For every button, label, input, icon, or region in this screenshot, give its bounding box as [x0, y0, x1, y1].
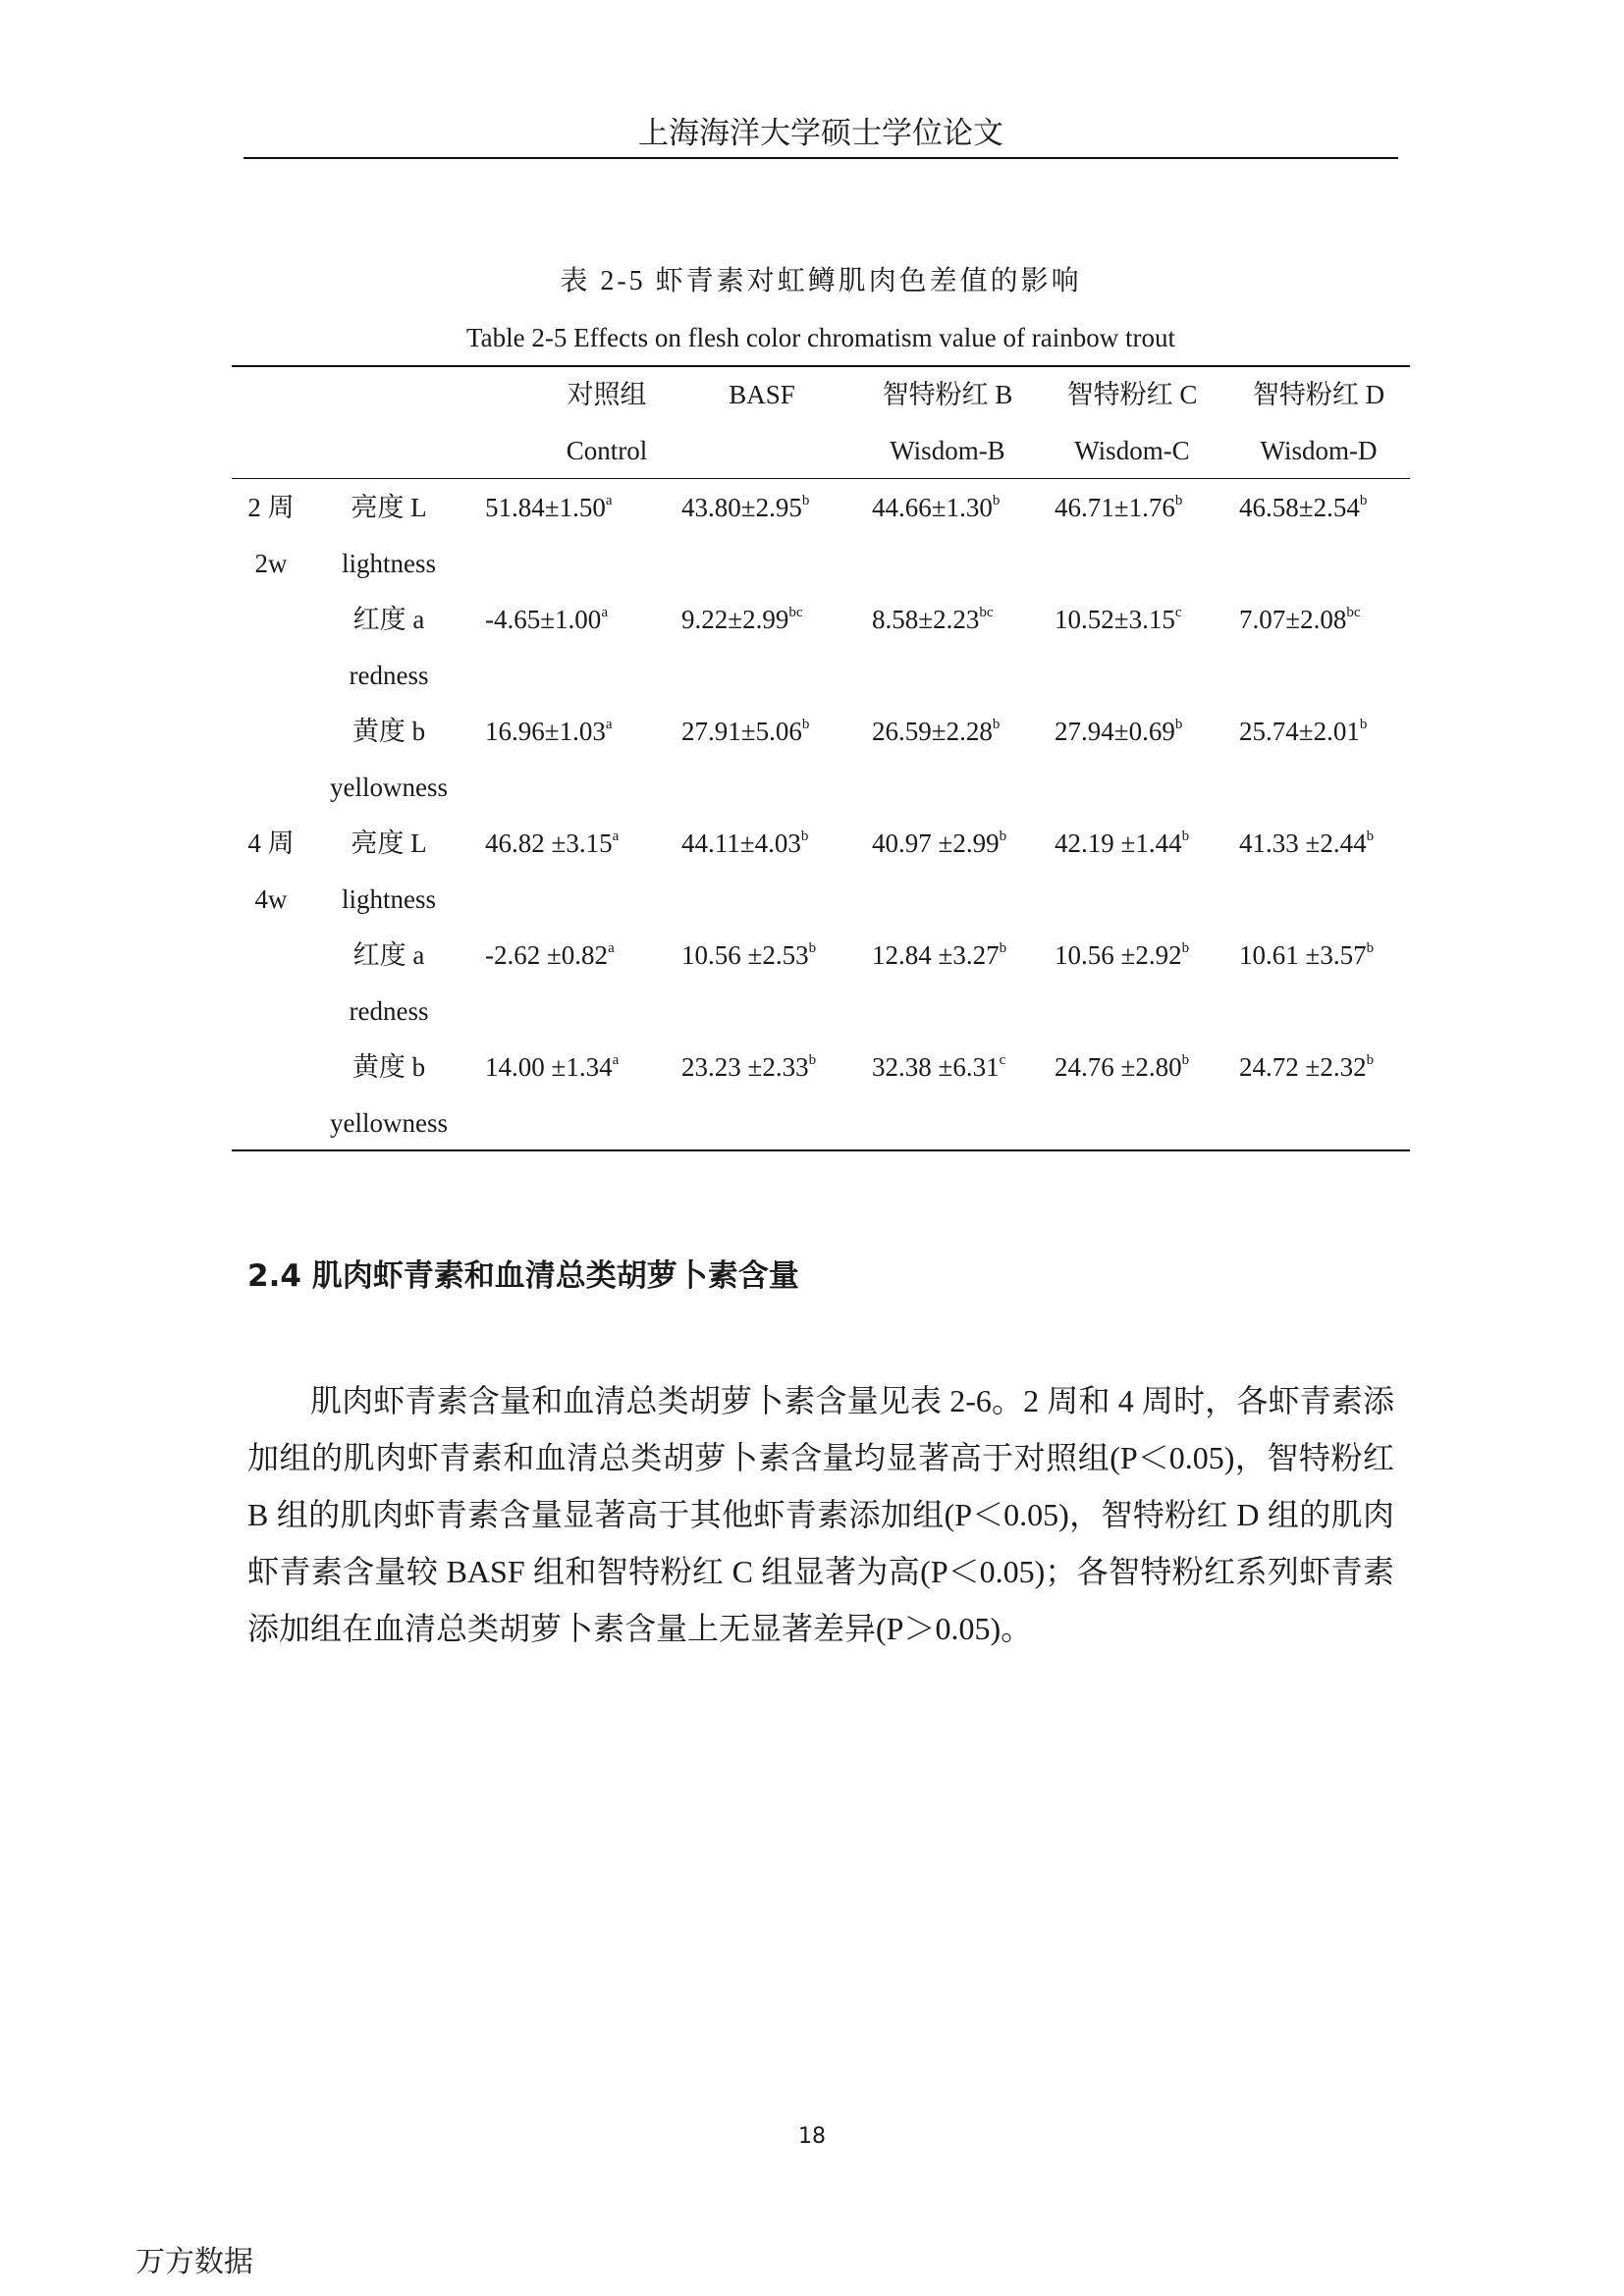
- parameter-label: 亮度 L: [351, 828, 427, 858]
- table-cell: [681, 1047, 816, 1087]
- significance-letter: b: [999, 828, 1007, 844]
- period-label: 4 周: [247, 828, 295, 858]
- parameter-label-en: lightness: [341, 549, 436, 578]
- cell-value: 43.80±2.95: [681, 493, 802, 522]
- parameter-label: 红度 a: [352, 605, 425, 634]
- cell-value: 27.94±0.69: [1055, 717, 1175, 746]
- cell-value: 16.96±1.03: [485, 717, 606, 746]
- column-header: 智特粉红 C: [1066, 380, 1198, 409]
- table-cell: [1239, 488, 1367, 527]
- significance-letter: bc: [979, 605, 994, 620]
- column-header: 智特粉红 D: [1252, 380, 1385, 409]
- table-bottom-rule: [232, 1149, 1410, 1151]
- significance-letter: b: [1181, 1052, 1190, 1068]
- significance-letter: b: [992, 717, 1001, 732]
- significance-letter: bc: [788, 605, 803, 620]
- table-cell: [872, 824, 1006, 863]
- cell-value: 27.91±5.06: [681, 717, 802, 746]
- page-number: 18: [798, 2124, 826, 2149]
- significance-letter: c: [1174, 605, 1182, 620]
- significance-letter: b: [808, 1052, 817, 1068]
- table-top-rule: [232, 365, 1410, 367]
- column-header: Control: [566, 436, 648, 465]
- column-header: 对照组: [567, 380, 647, 409]
- cell-value: 25.74±2.01: [1239, 717, 1360, 746]
- table-cell: [1055, 1047, 1189, 1087]
- significance-letter: a: [608, 940, 615, 956]
- running-header: 上海海洋大学硕士学位论文: [638, 116, 1003, 150]
- significance-letter: b: [800, 828, 809, 844]
- cell-value: 44.66±1.30: [872, 493, 993, 522]
- table-cell: [485, 1047, 619, 1087]
- significance-letter: a: [605, 717, 613, 732]
- table-cell: [485, 600, 608, 639]
- cell-value: 14.00 ±1.34: [485, 1052, 613, 1082]
- parameter-label-en: yellowness: [330, 1108, 448, 1138]
- cell-value: -2.62 ±0.82: [485, 940, 609, 970]
- parameter-label-en: redness: [349, 996, 429, 1026]
- table-cell: [1055, 935, 1189, 975]
- table-cell: [485, 935, 615, 975]
- table-cell: [485, 824, 619, 863]
- significance-letter: b: [999, 940, 1007, 956]
- cell-value: 32.38 ±6.31: [872, 1052, 1000, 1082]
- significance-letter: a: [612, 828, 620, 844]
- period-label: 2 周: [247, 493, 295, 522]
- column-header: Wisdom-C: [1074, 436, 1190, 465]
- column-header: [674, 431, 850, 470]
- cell-value: 7.07±2.08: [1239, 605, 1347, 634]
- table-cell: [485, 712, 613, 751]
- table-cell: [1055, 824, 1189, 863]
- significance-letter: b: [1181, 828, 1190, 844]
- significance-letter: b: [1366, 940, 1375, 956]
- significance-letter: b: [992, 493, 1001, 508]
- table-cell: [872, 935, 1006, 975]
- cell-value: 46.58±2.54: [1239, 493, 1360, 522]
- column-header: BASF: [729, 380, 795, 409]
- table-cell: [872, 712, 1000, 751]
- parameter-label-en: redness: [349, 661, 429, 690]
- significance-letter: b: [1174, 717, 1183, 732]
- significance-letter: c: [999, 1052, 1006, 1068]
- cell-value: 12.84 ±3.27: [872, 940, 1000, 970]
- table-cell: [1239, 600, 1361, 639]
- cell-value: 51.84±1.50: [485, 493, 606, 522]
- cell-value: 40.97 ±2.99: [872, 828, 1000, 858]
- cell-value: 10.61 ±3.57: [1239, 940, 1367, 970]
- table-cell: [1055, 712, 1182, 751]
- period-label-en: 4w: [254, 884, 288, 914]
- table-cell: [1055, 488, 1182, 527]
- significance-letter: b: [1366, 1052, 1375, 1068]
- cell-value: 46.82 ±3.15: [485, 828, 613, 858]
- header-rule: [244, 157, 1398, 159]
- table-cell: [1239, 712, 1367, 751]
- significance-letter: b: [801, 717, 810, 732]
- table-header-rule: [232, 478, 1410, 479]
- cell-value: 9.22±2.99: [681, 605, 789, 634]
- table-cell: [1239, 824, 1374, 863]
- column-header: Wisdom-B: [890, 436, 1005, 465]
- table-caption-cn: 表 2-5 虾青素对虹鳟肌肉色差值的影响: [560, 266, 1082, 296]
- table-cell: [1055, 600, 1182, 639]
- parameter-label-en: lightness: [341, 884, 436, 914]
- cell-value: 10.52±3.15: [1055, 605, 1175, 634]
- significance-letter: bc: [1346, 605, 1361, 620]
- significance-letter: a: [601, 605, 608, 620]
- significance-letter: a: [612, 1052, 620, 1068]
- table-cell: [681, 935, 816, 975]
- body-paragraph: 肌肉虾青素含量和血清总类胡萝卜素含量见表 2-6。2 周和 4 周时，各虾青素添加组的肌肉虾青素和血清总类胡萝卜素含量均显著高于对照组(P＜0.05)，智特粉红 B 组的肌肉虾青素含量显著高于其他虾青素添加组(P＜0.05)，智特粉红 D 组的肌肉虾青素含量较 BASF 组和智特粉红 C 组显著为高(P＜0.05)；各智特粉红系列虾青素添加组在血清总类胡萝卜素含量上无显著差异(P＞0.05)。: [247, 1383, 1394, 1646]
- significance-letter: b: [808, 940, 817, 956]
- column-header: Wisdom-D: [1260, 436, 1378, 465]
- table-cell: [681, 488, 809, 527]
- section-heading: 2.4 肌肉虾青素和血清总类胡萝卜素含量: [247, 1258, 799, 1294]
- cell-value: 26.59±2.28: [872, 717, 993, 746]
- table-cell: [1239, 935, 1374, 975]
- cell-value: 46.71±1.76: [1055, 493, 1175, 522]
- table-cell: [872, 600, 994, 639]
- significance-letter: b: [1174, 493, 1183, 508]
- table-cell: [872, 488, 1000, 527]
- parameter-label: 黄度 b: [352, 1052, 426, 1082]
- cell-value: 10.56 ±2.92: [1055, 940, 1182, 970]
- cell-value: 10.56 ±2.53: [681, 940, 809, 970]
- significance-letter: b: [1181, 940, 1190, 956]
- parameter-label: 亮度 L: [351, 493, 427, 522]
- significance-letter: b: [1359, 493, 1368, 508]
- parameter-label: 红度 a: [352, 940, 425, 970]
- significance-letter: b: [1359, 717, 1368, 732]
- parameter-label-en: yellowness: [330, 773, 448, 802]
- table-cell: [1239, 1047, 1374, 1087]
- cell-value: 44.11±4.03: [681, 828, 801, 858]
- cell-value: 41.33 ±2.44: [1239, 828, 1367, 858]
- table-cell: [485, 488, 613, 527]
- cell-value: 24.76 ±2.80: [1055, 1052, 1182, 1082]
- column-header: 智特粉红 B: [882, 380, 1013, 409]
- table-cell: [681, 600, 803, 639]
- significance-letter: a: [605, 493, 613, 508]
- period-label-en: 2w: [254, 549, 288, 578]
- watermark: 万方数据: [135, 2246, 253, 2278]
- table-cell: [872, 1047, 1005, 1087]
- table-caption-en: Table 2-5 Effects on flesh color chromatism value of rainbow trout: [466, 323, 1175, 352]
- significance-letter: b: [1366, 828, 1375, 844]
- parameter-label: 黄度 b: [352, 717, 426, 746]
- cell-value: 23.23 ±2.33: [681, 1052, 809, 1082]
- table-cell: [681, 824, 808, 863]
- cell-value: 8.58±2.23: [872, 605, 980, 634]
- table-cell: [681, 712, 809, 751]
- cell-value: 42.19 ±1.44: [1055, 828, 1182, 858]
- cell-value: -4.65±1.00: [485, 605, 602, 634]
- cell-value: 24.72 ±2.32: [1239, 1052, 1367, 1082]
- significance-letter: b: [801, 493, 810, 508]
